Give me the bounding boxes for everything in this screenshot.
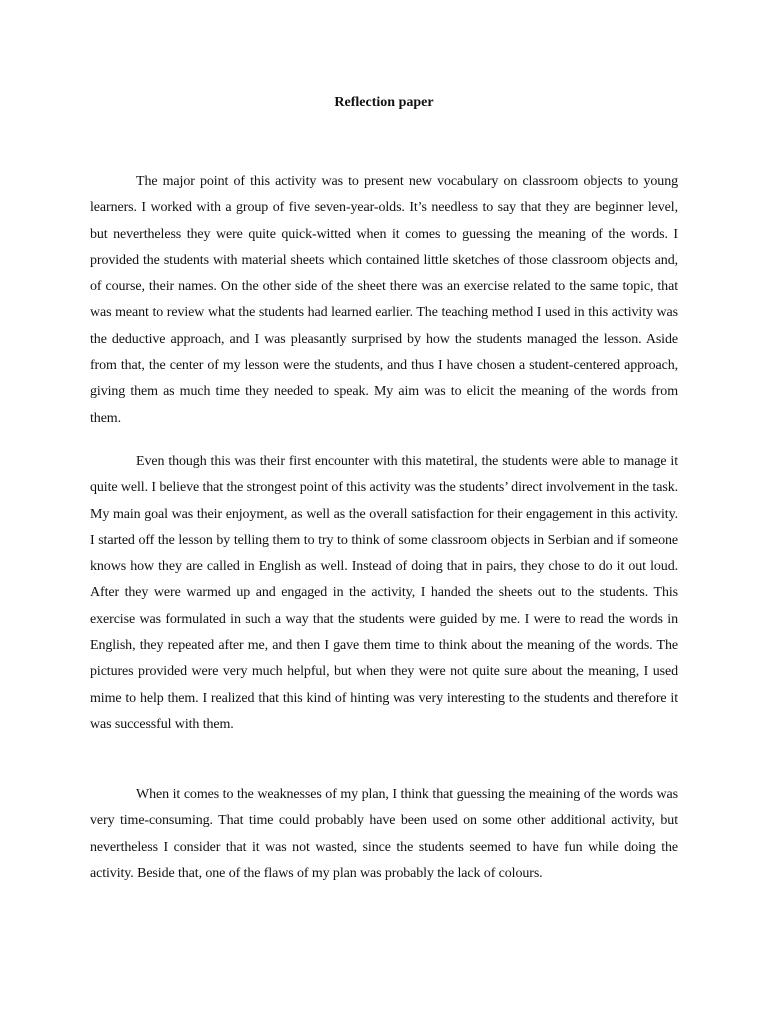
paragraph-2: Even though this was their first encounter with this matetiral, the students were able to manage it quite well. I believe that the strongest point of this activity was the students’ direct involvement in the task. My main goal was their enjoyment, as well as the overall satisfaction for their engagement in this activity. I started off the lesson by telling them to try to think of some classroom objects in Serbian and if someone knows how they are called in English as well. Instead of doing that in pairs, they chose to do it out loud. After they were warmed up and engaged in the activity, I handed the sheets out to the students. This exercise was formulated in such a way that the students were guided by me. I were to read the words in English, they repeated after me, and then I gave them time to think about the meaning of the words. The pictures provided were very much helpful, but when they were not quite sure about the meaning, I used mime to help them. I realized that this kind of hinting was very interesting to the students and therefore it was successful with them.	[90, 454, 678, 732]
paragraph-3: When it comes to the weaknesses of my plan, I think that guessing the meaining of the words was very time-consuming. That time could probably have been used on some other additional activity, but nevertheless I consider that it was not wasted, since the students seemed to have fun while doing the activity. Beside that, one of the flaws of my plan was probably the lack of colours.	[90, 787, 678, 881]
paragraph-1: The major point of this activity was to present new vocabulary on classroom objects to young learners. I worked with a group of five seven-year-olds. It’s needless to say that they are beginner level, but nevertheless they were quite quick-witted when it comes to guessing the meaning of the words. I provided the students with material sheets which contained little sketches of those classroom objects and, of course, their names. On the other side of the sheet there was an exercise related to the same topic, that was meant to review what the students had learned earlier. The teaching method I used in this activity was the deductive approach, and I was pleasantly surprised by how the students managed the lesson. Aside from that, the center of my lesson were the students, and thus I have chosen a student-centered approach, giving them as much time they needed to speak. My aim was to elicit the meaning of the words from them.	[90, 174, 678, 426]
document-title: Reflection paper	[334, 95, 434, 110]
